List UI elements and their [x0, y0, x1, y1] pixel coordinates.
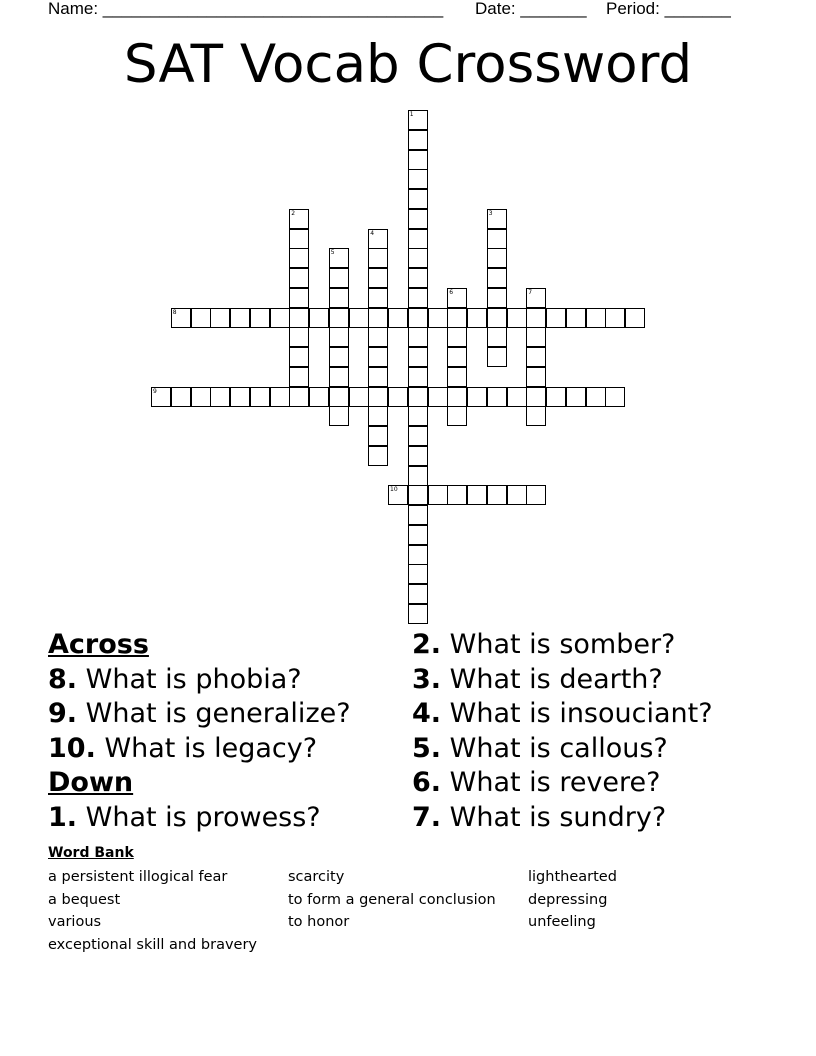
- crossword-cell[interactable]: [487, 268, 507, 288]
- crossword-cell[interactable]: [349, 387, 369, 407]
- crossword-clue-number: 10: [390, 486, 398, 494]
- crossword-cell[interactable]: [408, 209, 428, 229]
- word-bank-item: scarcity: [288, 869, 345, 885]
- crossword-cell[interactable]: [368, 347, 388, 367]
- clue-text: What is somber?: [449, 629, 676, 660]
- crossword-cell[interactable]: [289, 367, 309, 387]
- crossword-cell[interactable]: [546, 387, 566, 407]
- clue-text: What is callous?: [449, 732, 668, 764]
- clue-text: What is legacy?: [104, 732, 318, 764]
- crossword-cell[interactable]: [526, 485, 546, 505]
- crossword-cell[interactable]: [507, 308, 527, 328]
- crossword-cell[interactable]: [230, 387, 250, 407]
- crossword-cell[interactable]: [586, 387, 606, 407]
- crossword-cell[interactable]: [250, 387, 270, 407]
- page-title: SAT Vocab Crossword: [123, 34, 693, 95]
- crossword-cell[interactable]: [447, 387, 467, 407]
- crossword-cell[interactable]: [546, 308, 566, 328]
- down-clue-2: [412, 628, 713, 663]
- crossword-cell[interactable]: [329, 347, 349, 367]
- crossword-cell[interactable]: [289, 288, 309, 308]
- crossword-clue-number: 7: [528, 288, 533, 296]
- crossword-cell[interactable]: [467, 485, 487, 505]
- word-bank-title: Word Bank: [48, 845, 134, 861]
- crossword-cell[interactable]: [408, 584, 428, 604]
- clue-number: 8.: [48, 663, 78, 695]
- clue-number: 2.: [412, 629, 442, 660]
- crossword-clue-number: 5: [330, 249, 335, 257]
- crossword-cell[interactable]: [368, 268, 388, 288]
- crossword-cell[interactable]: [289, 248, 309, 268]
- across-heading: Across: [48, 629, 149, 660]
- clues-left-column: [48, 628, 351, 835]
- crossword-cell[interactable]: [329, 308, 349, 328]
- crossword-cell[interactable]: [309, 387, 329, 407]
- down-clue-1: [48, 801, 351, 836]
- crossword-cell[interactable]: [487, 288, 507, 308]
- crossword-cell[interactable]: [230, 308, 250, 328]
- crossword-cell[interactable]: [447, 347, 467, 367]
- crossword-cell[interactable]: [487, 248, 507, 268]
- clue-text: What is generalize?: [85, 698, 351, 729]
- word-bank-item: various: [48, 914, 102, 931]
- crossword-cell[interactable]: [329, 367, 349, 387]
- crossword-cell[interactable]: [368, 387, 388, 407]
- crossword-cell[interactable]: [408, 248, 428, 268]
- crossword-cell[interactable]: [408, 406, 428, 426]
- crossword-cell[interactable]: [368, 308, 388, 328]
- crossword-cell[interactable]: [408, 327, 428, 347]
- clues-right-column: [412, 628, 713, 835]
- crossword-clue-number: 9: [153, 387, 157, 395]
- crossword-cell[interactable]: [289, 387, 309, 407]
- crossword-cell[interactable]: [447, 327, 467, 347]
- crossword-cell[interactable]: [408, 387, 428, 407]
- crossword-clue-number: 4: [370, 229, 375, 237]
- crossword-cell[interactable]: [270, 387, 290, 407]
- crossword-cell[interactable]: [368, 426, 388, 446]
- crossword-cell[interactable]: [408, 308, 428, 328]
- crossword-cell[interactable]: [428, 387, 448, 407]
- clue-text: What is dearth?: [449, 663, 663, 695]
- crossword-cell[interactable]: [329, 288, 349, 308]
- crossword-cell[interactable]: [388, 387, 408, 407]
- crossword-cell[interactable]: [408, 545, 428, 565]
- clue-number: 4.: [412, 698, 442, 729]
- crossword-clue-number: 2: [291, 209, 296, 217]
- down-heading: Down: [48, 767, 134, 798]
- crossword-cell[interactable]: [388, 308, 408, 328]
- crossword-cell[interactable]: [289, 308, 309, 328]
- crossword-cell[interactable]: [408, 130, 428, 150]
- clue-number: 9.: [48, 698, 78, 729]
- crossword-cell[interactable]: [191, 308, 211, 328]
- crossword-clue-number: 8: [172, 308, 177, 316]
- crossword-cell[interactable]: [349, 308, 369, 328]
- crossword-cell[interactable]: [408, 268, 428, 288]
- crossword-cell[interactable]: [408, 189, 428, 209]
- period-field-label: Period: _______: [606, 0, 731, 18]
- down-clue-6: [412, 766, 713, 801]
- crossword-cell[interactable]: [408, 505, 428, 525]
- crossword-cell[interactable]: [487, 229, 507, 249]
- down-clue-3: [412, 663, 713, 698]
- crossword-cell[interactable]: [210, 387, 230, 407]
- crossword-cell[interactable]: [487, 327, 507, 347]
- crossword-cell[interactable]: [507, 387, 527, 407]
- clue-text: What is sundry?: [449, 801, 667, 833]
- crossword-cell[interactable]: [408, 426, 428, 446]
- clue-text: What is phobia?: [85, 663, 302, 695]
- crossword-cell[interactable]: [368, 446, 388, 466]
- crossword-clue-number: 1: [409, 111, 414, 118]
- crossword-cell[interactable]: [566, 387, 586, 407]
- crossword-cell[interactable]: [408, 347, 428, 367]
- crossword-cell[interactable]: [566, 308, 586, 328]
- crossword-cell[interactable]: [408, 525, 428, 545]
- crossword-cell[interactable]: [428, 485, 448, 505]
- crossword-cell[interactable]: [408, 229, 428, 249]
- crossword-cell[interactable]: [210, 308, 230, 328]
- crossword-cell[interactable]: [526, 308, 546, 328]
- crossword-cell[interactable]: [408, 604, 428, 624]
- date-field-label: Date: _______: [475, 0, 587, 18]
- word-bank-item: depressing: [528, 891, 608, 908]
- crossword-cell[interactable]: [605, 387, 625, 407]
- crossword-cell[interactable]: [487, 347, 507, 367]
- crossword-cell[interactable]: [507, 485, 527, 505]
- clue-number: 5.: [412, 732, 442, 764]
- crossword-cell[interactable]: [329, 406, 349, 426]
- crossword-cell[interactable]: [309, 308, 329, 328]
- crossword-cell[interactable]: [526, 367, 546, 387]
- word-bank-column-2: [288, 866, 496, 934]
- crossword-cell[interactable]: [526, 347, 546, 367]
- clue-text: What is prowess?: [85, 801, 321, 833]
- crossword-cell[interactable]: [408, 466, 428, 486]
- crossword-cell[interactable]: [526, 406, 546, 426]
- crossword-cell[interactable]: [487, 308, 507, 328]
- crossword-cell[interactable]: [526, 387, 546, 407]
- crossword-cell[interactable]: [467, 308, 487, 328]
- crossword-cell[interactable]: [289, 347, 309, 367]
- crossword-cell[interactable]: [368, 406, 388, 426]
- clue-number: 7.: [412, 801, 442, 833]
- crossword-cell[interactable]: [408, 150, 428, 170]
- crossword-cell[interactable]: [428, 308, 448, 328]
- crossword-cell[interactable]: [447, 367, 467, 387]
- across-clue-9: [48, 697, 351, 732]
- crossword-cell[interactable]: [368, 288, 388, 308]
- crossword-cell[interactable]: [467, 387, 487, 407]
- clue-text: What is insouciant?: [449, 698, 713, 729]
- crossword-cell[interactable]: [368, 248, 388, 268]
- crossword-cell[interactable]: [368, 367, 388, 387]
- crossword-cell[interactable]: [605, 308, 625, 328]
- crossword-cell[interactable]: [191, 387, 211, 407]
- crossword-cell[interactable]: [329, 387, 349, 407]
- crossword-cell[interactable]: [408, 446, 428, 466]
- word-bank-item: exceptional skill and bravery: [48, 937, 258, 954]
- clue-number: 6.: [412, 767, 442, 798]
- crossword-cell[interactable]: [408, 564, 428, 584]
- word-bank-item: a persistent illogical fear: [48, 869, 228, 885]
- crossword-cell[interactable]: [408, 485, 428, 505]
- crossword-cell[interactable]: [270, 308, 290, 328]
- word-bank-item: to form a general conclusion: [288, 891, 496, 908]
- clue-number: 10.: [48, 732, 96, 764]
- crossword-cell[interactable]: [447, 485, 467, 505]
- crossword-cell[interactable]: [171, 387, 191, 407]
- crossword-cell[interactable]: [487, 485, 507, 505]
- across-clue-10: [48, 732, 351, 767]
- crossword-cell[interactable]: [586, 308, 606, 328]
- across-clue-8: [48, 663, 351, 698]
- crossword-cell[interactable]: [289, 268, 309, 288]
- word-bank-column-3: [528, 866, 617, 934]
- crossword-cell[interactable]: [250, 308, 270, 328]
- word-bank-item: a bequest: [48, 891, 121, 908]
- clue-number: 1.: [48, 801, 78, 833]
- crossword-cell[interactable]: [487, 387, 507, 407]
- down-clue-7: [412, 801, 713, 836]
- crossword-cell[interactable]: [329, 268, 349, 288]
- crossword-cell[interactable]: [408, 169, 428, 189]
- crossword-cell[interactable]: [289, 327, 309, 347]
- crossword-cell[interactable]: [408, 288, 428, 308]
- down-clue-5: [412, 732, 713, 767]
- word-bank-item: lighthearted: [528, 869, 617, 885]
- crossword-cell[interactable]: [368, 327, 388, 347]
- crossword-cell[interactable]: [447, 308, 467, 328]
- word-bank-item: to honor: [288, 914, 350, 931]
- name-field-label: Name: ____________________________________: [48, 0, 444, 18]
- crossword-cell[interactable]: [289, 229, 309, 249]
- clue-text: What is revere?: [449, 767, 661, 798]
- crossword-cell[interactable]: [329, 327, 349, 347]
- crossword-cell[interactable]: [447, 406, 467, 426]
- crossword-cell[interactable]: [408, 367, 428, 387]
- down-clue-4: [412, 697, 713, 732]
- crossword-clue-number: 3: [488, 209, 493, 217]
- crossword-clue-number: 6: [449, 288, 454, 296]
- clue-number: 3.: [412, 663, 442, 695]
- word-bank-item: unfeeling: [528, 914, 596, 931]
- word-bank-column-1: [48, 866, 257, 957]
- crossword-cell[interactable]: [625, 308, 645, 328]
- crossword-cell[interactable]: [526, 327, 546, 347]
